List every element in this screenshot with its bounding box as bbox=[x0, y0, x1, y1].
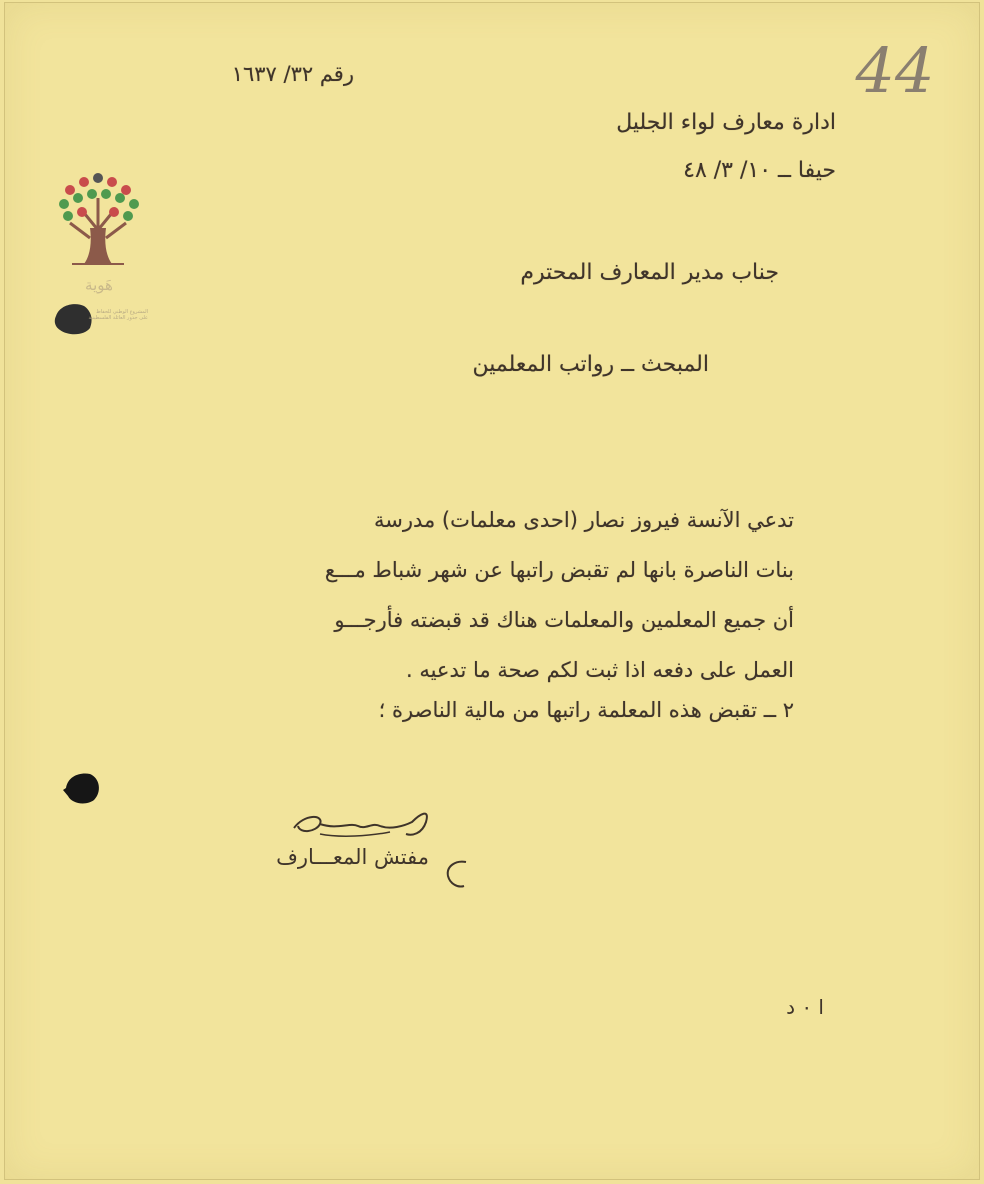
addressee: جناب مدير المعارف المحترم bbox=[520, 260, 779, 285]
letter-body bbox=[174, 495, 794, 695]
logo-wordmark: هَوية bbox=[85, 276, 113, 294]
logo-subtitle: المشروع الوطني للحفاظ على جذور العائلة الفلسطينية bbox=[88, 309, 148, 321]
point-two: ٢ ــ تقبض هذه المعلمة راتبها من مالية الناصرة ؛ bbox=[378, 698, 794, 722]
body-line: تدعي الآنسة فيروز نصار (احدى معلمات) مدرسة bbox=[373, 508, 794, 532]
inspector-title: مفتش المعـــارف bbox=[276, 845, 429, 869]
subject-line: المبحث ــ رواتب المعلمين bbox=[472, 352, 709, 377]
body-line: أن جميع المعلمين والمعلمات هناك قد قبضته فأرجـــو bbox=[334, 608, 794, 632]
reference-number: رقم ٣٢/ ١٦٣٧ bbox=[231, 62, 354, 86]
body-line: بنات الناصرة بانها لم تقبض راتبها عن شهر شباط مـــع bbox=[324, 558, 794, 582]
pencil-number-mark bbox=[845, 30, 945, 110]
body-line: العمل على دفعه اذا ثبت لكم صحة ما تدعيه . bbox=[405, 658, 794, 682]
punch-hole bbox=[62, 770, 102, 806]
pencil-number-text: 44 bbox=[855, 34, 935, 107]
typist-initials: ا ٠ د bbox=[786, 995, 824, 1019]
department-name: ادارة معارف لواء الجليل bbox=[616, 110, 836, 135]
place-date: حيفا ــ ١٠/ ٣/ ٤٨ bbox=[683, 158, 836, 183]
